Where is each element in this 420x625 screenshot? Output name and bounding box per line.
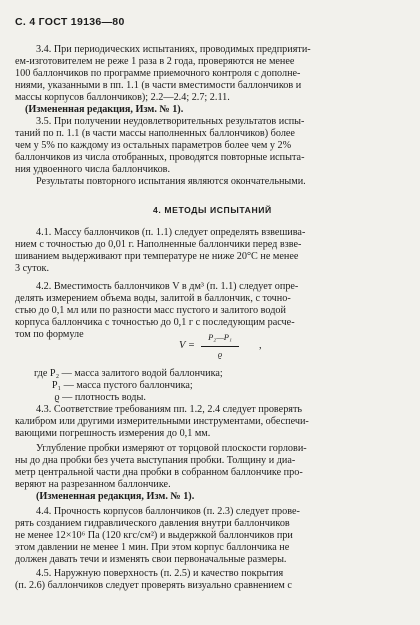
text-line: 3 суток.: [15, 263, 50, 274]
text-line: баллончиков из числа отобранных, проводятся повторные испыта-: [15, 152, 305, 163]
amendment-note: (Измененная редакция, Изм. № 1).: [36, 491, 195, 502]
variable-definition: где P₂ — масса залитого водой баллончика;: [34, 368, 223, 379]
text-line: 4.2. Вместимость баллончиков V в дм³ (п. 1.1) следует опре-: [36, 281, 299, 292]
text-line: 4.3. Соответствие требованиям пп. 1.2, 2.4 следует проверять: [36, 404, 303, 415]
section-title: 4. МЕТОДЫ ИСПЫТАНИЙ: [153, 205, 272, 215]
text-line: том по формуле: [15, 329, 84, 340]
text-line: 100 баллончиков по программе приемочного контроля с дополне-: [15, 68, 301, 79]
text-line: не менее 12×10⁶ Па (120 кгс/см²) и выдержкой баллончиков при: [15, 530, 293, 541]
variable-definition: ϱ — плотность воды.: [34, 392, 146, 403]
text-line: (п. 2.6) баллончиков следует проверять визуально сравнением с: [15, 580, 292, 591]
text-line: чем у 5% по каждому из остальных параметров более чем у 2%: [15, 140, 292, 151]
text-line: рять созданием гидравлического давления внутри баллончиков: [15, 518, 290, 529]
text-line: ем-изготовителем не реже 1 раза в 2 года, проверяются не менее: [15, 56, 295, 67]
text-line: делять измерением объема воды, залитой в баллончик, с точно-: [15, 293, 291, 304]
text-line: таний по п. 1.1 (в части массы наполненных баллончиков) более: [15, 128, 295, 139]
formula-comma: ,: [259, 340, 262, 351]
text-line: 3.5. При получении неудовлетворительных результатов испы-: [36, 116, 305, 127]
text-line: метр центральной части дна пробки в собранном баллончике про-: [15, 467, 303, 478]
formula-numerator: P₂—P₁: [208, 332, 232, 342]
text-line: Углубление пробки измеряют от торцовой плоскости горлови-: [36, 443, 307, 454]
text-line: веряют на разрезанном баллончике.: [15, 479, 171, 490]
text-line: стью до 0,1 мл или по разности масс пустого и залитого водой: [15, 305, 286, 316]
text-line: 4.5. Наружную поверхность (п. 2.5) и качество покрытия: [36, 568, 284, 579]
text-line: калибром или другими измерительными инструментами, обеспечи-: [15, 416, 309, 427]
text-line: этом давлении не менее 1 мин. При этом корпус баллончика не: [15, 542, 290, 553]
text-line: должен давать течи и изменять свои первоначальные размеры.: [15, 554, 287, 565]
text-line: 4.4. Прочность корпусов баллончиков (п. 2.3) следует прове-: [36, 506, 300, 517]
text-line: шиванием выдерживают при температуре не ниже 20°С не менее: [15, 251, 299, 262]
text-line: массы корпусов баллончиков); 2.2—2.4; 2.7; 2.11.: [15, 92, 230, 103]
text-line: Результаты повторного испытания являются окончательными.: [36, 176, 306, 187]
text-line: ны до дна пробки без учета выступания пробки. Толщину и диа-: [15, 455, 296, 466]
variable-definition: P₁ — масса пустого баллончика;: [34, 380, 193, 391]
page-header: С. 4 ГОСТ 19136—80: [15, 16, 125, 28]
text-line: корпуса баллончика с точностью до 0,1 г с последующим расче-: [15, 317, 295, 328]
fraction-bar: [201, 346, 239, 347]
text-line: вающими погрешность измерения до 0,1 мм.: [15, 428, 211, 439]
formula-denominator: ϱ: [217, 349, 223, 359]
text-line: 3.4. При периодических испытаниях, проводимых предприяти-: [36, 44, 311, 55]
amendment-note: (Измененная редакция, Изм. № 1).: [25, 104, 184, 115]
text-line: ниями, указанными в пп. 1.1 (в части вместимости баллончиков и: [15, 80, 302, 91]
text-line: ния удвоенного числа баллончиков.: [15, 164, 171, 175]
text-line: нием с точностью до 0,01 г. Наполненные баллончики перед взве-: [15, 239, 302, 250]
text-line: 4.1. Массу баллончиков (п. 1.1) следует определять взвешива-: [36, 227, 306, 238]
formula-lhs: V =: [179, 340, 195, 351]
